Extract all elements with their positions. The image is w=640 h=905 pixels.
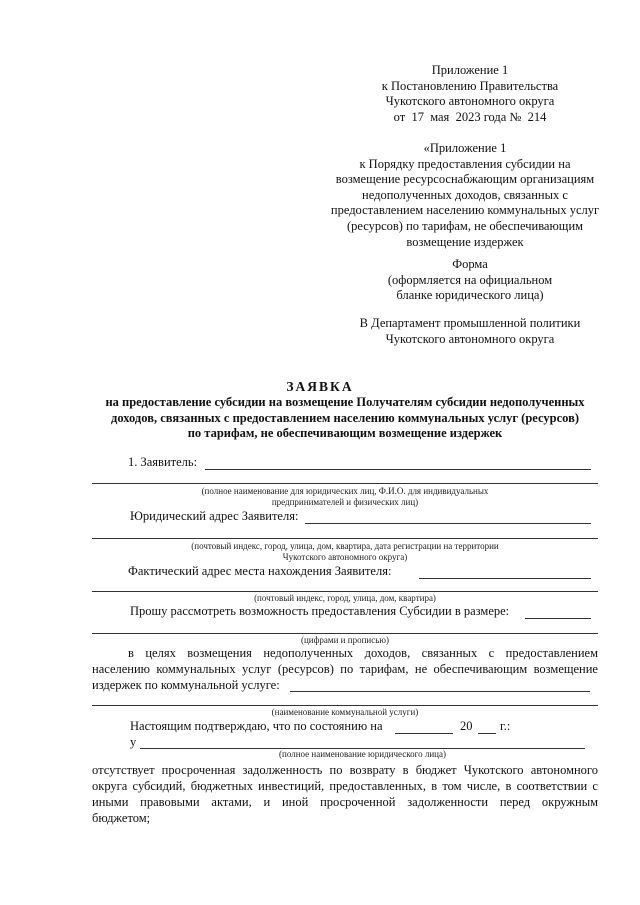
form-note-line: Форма [452, 257, 488, 271]
amount-caption: (цифрами и прописью) [300, 635, 390, 645]
subtitle-line: на предоставление субсидии на возмещение Получателям субсидии недополученных [105, 395, 585, 409]
appendix-1-line: к Постановлению Правительства [381, 78, 559, 93]
subtitle-line: по тарифам, не обеспечивающим возмещение издержек [187, 426, 503, 441]
addressee-line: Чукотского автономного округа [385, 331, 555, 346]
u-label: у [130, 735, 137, 749]
form-note [340, 257, 600, 304]
applicant-field-continuation[interactable] [92, 483, 598, 484]
date-month: мая [430, 109, 450, 124]
purpose-line: в целях возмещения недополученных доходов, связанных с предоставлением [128, 646, 598, 660]
actual-address-label: Фактический адрес места нахождения Заявителя: [128, 564, 392, 578]
amount-field-continuation[interactable] [92, 633, 598, 634]
appendix-2-line: возмещение ресурсоснабжающим организациям [335, 172, 595, 187]
purpose-line: издержек по коммунальной услуге: [92, 678, 280, 692]
service-caption: (наименование коммунальной услуги) [271, 707, 419, 717]
appendix-1-date: от 17 мая 2023 года № 214 [393, 109, 547, 124]
date-day: 17 [411, 109, 424, 124]
confirm-year: 20 [460, 719, 473, 733]
legal-address-field[interactable] [305, 523, 591, 524]
amount-field[interactable] [525, 618, 591, 619]
subtitle-line: доходов, связанных с предоставлением населению коммунальных услуг (ресурсов) [111, 410, 579, 425]
appendix-2-line: предоставлением населению коммунальных услуг [330, 203, 600, 218]
applicant-caption: (полное наименование для юридических лиц, Ф.И.О. для индивидуальных предпринимателей и физических лиц) [201, 486, 489, 507]
appendix-1-line: Приложение 1 [431, 63, 509, 77]
appendix-1-block [340, 63, 600, 125]
decree-number: 214 [527, 109, 547, 124]
confirm-label: Настоящим подтверждаю, что по состоянию на [130, 719, 383, 733]
actual-address-caption: (почтовый индекс, город, улица, дом, квартира) [254, 593, 436, 603]
appendix-2-line: (ресурсов) по тарифам, не обеспечивающим [346, 218, 584, 233]
applicant-label: 1. Заявитель: [128, 455, 198, 469]
document-title: ЗАЯВКА [286, 379, 354, 394]
final-last-line: бюджетом; [92, 811, 151, 825]
addressee-line: В Департамент промышленной политики [359, 316, 581, 330]
legal-address-field-continuation[interactable] [92, 538, 598, 539]
organization-caption: (полное наименование юридического лица) [279, 749, 446, 759]
purpose-line: населению коммунальных услуг (ресурсов) по тарифам, не обеспечивающим возмещение [92, 662, 598, 676]
confirm-year-field[interactable] [478, 733, 496, 734]
appendix-2-line: к Порядку предоставления субсидии на [359, 156, 571, 171]
actual-address-field-continuation[interactable] [92, 591, 598, 592]
legal-address-caption: (почтовый индекс, город, улица, дом, квартира, дата регистрации на территории Чукотского автономного округа) [191, 541, 499, 562]
final-line: округа субсидий, бюджетных инвестиций, предоставленных, в том числе, в соответствии с [92, 779, 598, 793]
service-field[interactable] [290, 691, 590, 692]
appendix-2-line: возмещение издержек [406, 234, 524, 249]
legal-address-label: Юридический адрес Заявителя: [130, 509, 299, 523]
confirm-date-field[interactable] [395, 733, 453, 734]
appendix-2-line: «Приложение 1 [423, 141, 507, 155]
document-subtitle [80, 395, 610, 442]
amount-label: Прошу рассмотреть возможность предоставления Субсидии в размере: [130, 604, 510, 618]
appendix-2-block [300, 141, 630, 250]
addressee [320, 316, 620, 347]
appendix-2-line: недополученных доходов, связанных с [362, 187, 568, 202]
appendix-1-line: Чукотского автономного округа [385, 94, 555, 109]
service-field-continuation[interactable] [92, 705, 598, 706]
form-note-line: бланке юридического лица) [396, 288, 544, 303]
final-line: иными правовыми актами, и иной просроченной задолженности перед окружным [92, 795, 598, 809]
form-note-line: (оформляется на официальном [387, 272, 553, 287]
confirm-suffix: г.: [500, 719, 511, 733]
actual-address-field[interactable] [419, 578, 591, 579]
applicant-field[interactable] [205, 469, 591, 470]
final-line: отсутствует просроченная задолженность по возврату в бюджет Чукотского автономного [92, 763, 598, 777]
